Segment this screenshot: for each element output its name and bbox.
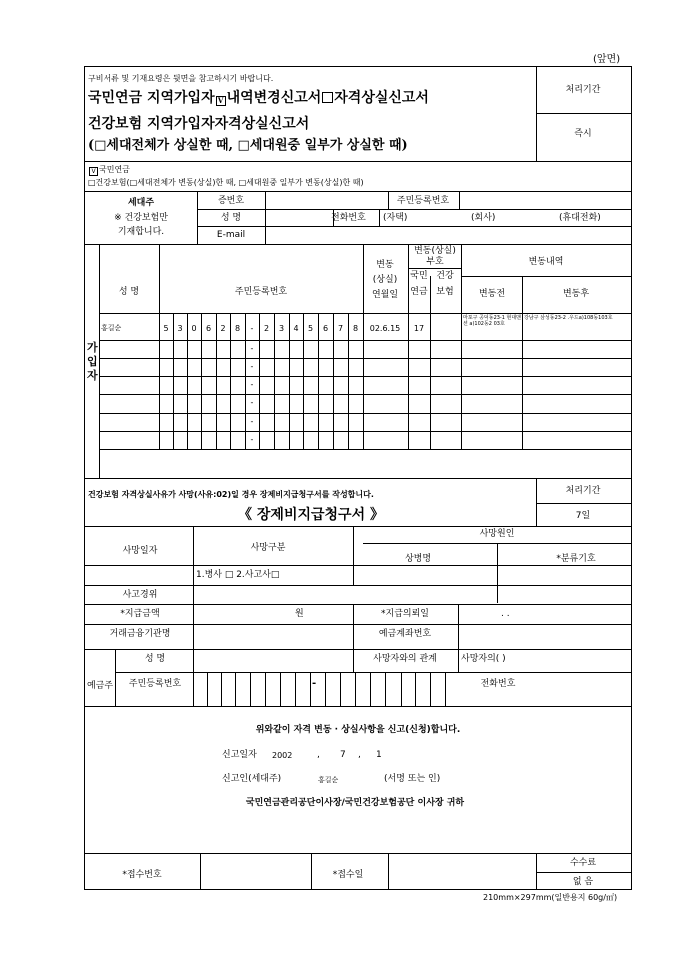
rrn-digit: 7 bbox=[337, 324, 344, 333]
household-note-2: 기재합니다. bbox=[117, 227, 165, 237]
rrn-cell-divider bbox=[265, 672, 266, 706]
phone-office: (회사) bbox=[471, 213, 496, 223]
paper-size-note: 210mm×297mm(일반용지 60g/㎡) bbox=[483, 893, 618, 902]
addressee: 국민연금관리공단이사장/국민건강보험공단 이사장 귀하 bbox=[245, 798, 465, 808]
subscriber-rrn-header: 주민등록번호 bbox=[234, 287, 288, 297]
account-label: 예금계좌번호 bbox=[378, 629, 432, 639]
rrn-cell-divider bbox=[430, 672, 431, 706]
phone-label: 전화번호 bbox=[331, 213, 366, 223]
disease-label: 상병명 bbox=[404, 554, 432, 564]
processing-period-value: 즉시 bbox=[574, 129, 592, 139]
rrn-digit: 2 bbox=[263, 324, 270, 333]
funeral-title: 《 장제비지급청구서 》 bbox=[238, 507, 384, 523]
report-date-label: 신고일자 bbox=[222, 750, 257, 760]
reporter-name: 홍길순 bbox=[318, 776, 339, 784]
rrn-cell-divider bbox=[280, 672, 281, 706]
pension-title bbox=[88, 90, 429, 107]
checkbox-variation[interactable]: V bbox=[216, 96, 226, 106]
receipt-date-label: *접수일 bbox=[332, 870, 364, 880]
subscriber-row-date: 02.6.15 bbox=[369, 324, 401, 333]
date-header-1: 변동 bbox=[376, 260, 394, 270]
code-pension-1: 국민 bbox=[410, 271, 428, 281]
rrn-digit: 0 bbox=[191, 324, 197, 333]
rrn-digit: 8 bbox=[234, 324, 241, 333]
rrn-digit: 5 bbox=[163, 324, 169, 333]
rrn-dash: - bbox=[250, 362, 254, 371]
household-note-1: ※ 건강보험만 bbox=[114, 213, 168, 223]
phone-home: (자택) bbox=[383, 213, 408, 223]
rrn-cell-divider bbox=[340, 672, 341, 706]
subscriber-row-name: 홍길순 bbox=[101, 324, 122, 332]
rrn-dash: - bbox=[250, 435, 254, 444]
code-header-2: 부호 bbox=[426, 257, 444, 267]
detail-header: 변동내역 bbox=[528, 257, 564, 267]
subscriber-name-header: 성 명 bbox=[118, 287, 140, 297]
funeral-processing-label: 처리기간 bbox=[565, 486, 601, 496]
date-header-2: (상실) bbox=[372, 275, 398, 285]
rrn-digit: 6 bbox=[205, 324, 212, 333]
code-pension-2: 연금 bbox=[410, 287, 428, 297]
rrn-digit: 5 bbox=[307, 324, 314, 333]
amount-unit: 원 bbox=[295, 609, 304, 619]
email-label: E-mail bbox=[216, 230, 246, 240]
death-type-label: 사망구분 bbox=[250, 543, 286, 553]
funeral-notice: 건강보험 자격상실사유가 사망(사유:02)일 경우 장제비지급청구서를 작성합니다. bbox=[88, 490, 374, 499]
report-year: 2002 bbox=[272, 751, 293, 760]
rrn-digit: 4 bbox=[293, 324, 299, 333]
after-header: 변동후 bbox=[562, 289, 590, 299]
rrn-cell-divider bbox=[193, 672, 194, 706]
report-month: 7 bbox=[340, 750, 346, 760]
cert-number-label: 증번호 bbox=[217, 196, 245, 206]
report-day: 1 bbox=[376, 750, 382, 760]
rrn-digit: 3 bbox=[278, 324, 285, 333]
holder-rrn-dash: - bbox=[312, 678, 317, 689]
code-header-1: 변동(상실) bbox=[414, 246, 456, 256]
declaration-statement: 위와같이 자격 변동 · 상실사항을 신고(신청)합니다. bbox=[255, 725, 461, 735]
report-sep-2: , bbox=[358, 750, 361, 760]
rrn-cell-divider bbox=[207, 672, 208, 706]
rrn-digit: 8 bbox=[352, 324, 359, 333]
before-header: 변동전 bbox=[478, 289, 506, 299]
rrn-digit: 6 bbox=[322, 324, 329, 333]
relation-value: 사망자의( ) bbox=[461, 654, 506, 664]
option-health: □건강보험(□세대전체가 변동(상실)한 때, □세대원중 일부가 변동(상실)한 때) bbox=[88, 178, 364, 187]
report-sep-1: , bbox=[317, 750, 320, 760]
code-health-2: 보험 bbox=[436, 287, 454, 297]
rrn-digit: 2 bbox=[220, 324, 226, 333]
rrn-dash: - bbox=[250, 417, 254, 426]
household-head-label: 세대주 bbox=[127, 198, 155, 208]
fee-label: 수수료 bbox=[569, 858, 597, 868]
rrn-digit: - bbox=[250, 324, 254, 333]
holder-rrn-label: 주민등록번호 bbox=[128, 679, 182, 689]
subscriber-row-after: 강남구 삼성동23-2 .우드a)108동103호 bbox=[524, 315, 613, 321]
rrn-digit: 3 bbox=[177, 324, 183, 333]
relation-label: 사망자와의 관계 bbox=[373, 654, 437, 664]
death-cause-label: 사망원인 bbox=[479, 529, 515, 539]
checkbox-pension[interactable]: V bbox=[89, 167, 98, 176]
rrn-cell-divider bbox=[355, 672, 356, 706]
rrn-dash: - bbox=[250, 380, 254, 389]
rrn-dash: - bbox=[250, 344, 254, 353]
subscriber-row-before: 마포구 공덕동23-1 현대맨션 a)102동2 03호 bbox=[463, 315, 521, 327]
health-options: (□세대전체가 상실한 때, □세대원중 일부가 상실한 때) bbox=[88, 138, 408, 153]
class-code-label: *분류기호 bbox=[556, 554, 596, 564]
rrn-dash: - bbox=[250, 398, 254, 407]
receipt-number-label: *접수번호 bbox=[122, 870, 162, 880]
fee-value: 없 음 bbox=[572, 877, 594, 887]
death-date-label: 사망일자 bbox=[122, 546, 158, 556]
rrn-cell-divider bbox=[385, 672, 386, 706]
request-date-label: *지급의뢰일 bbox=[381, 609, 429, 619]
rrn-cell-divider bbox=[325, 672, 326, 706]
request-date-value: . . bbox=[501, 609, 510, 619]
rrn-cell-divider bbox=[445, 672, 446, 706]
page-side-label: (앞면) bbox=[593, 54, 621, 65]
code-health-1: 건강 bbox=[436, 271, 454, 281]
rrn-cell-divider bbox=[235, 672, 236, 706]
subscriber-section-label: 가입자 bbox=[87, 341, 98, 382]
signature-label: (서명 또는 인) bbox=[384, 774, 441, 784]
funeral-processing-value: 7일 bbox=[575, 511, 591, 521]
reporter-label: 신고인(세대주) bbox=[222, 774, 282, 784]
bank-label: 거래금융기관명 bbox=[109, 629, 171, 639]
head-rrn-label: 주민등록번호 bbox=[396, 196, 450, 206]
holder-phone-label: 전화번호 bbox=[480, 679, 516, 689]
option-pension: V 국민연금 bbox=[88, 164, 130, 176]
date-header-3: 연월일 bbox=[371, 290, 399, 300]
pension-option-variation: 내역변경신고서 bbox=[226, 90, 322, 106]
rrn-cell-divider bbox=[221, 672, 222, 706]
pension-title-prefix: 국민연금 지역가입자 bbox=[88, 90, 215, 106]
rrn-cell-divider bbox=[295, 672, 296, 706]
phone-mobile: (휴대전화) bbox=[559, 213, 601, 223]
reference-note: 구비서류 및 기재요령은 뒷면을 참고하시기 바랍니다. bbox=[88, 74, 274, 83]
subscriber-row-pension-code: 17 bbox=[413, 324, 425, 333]
rrn-cell-divider bbox=[370, 672, 371, 706]
report-form bbox=[84, 66, 632, 890]
rrn-cell-divider bbox=[310, 672, 311, 706]
rrn-cell-divider bbox=[401, 672, 402, 706]
death-type-options: 1.병사 □ 2.사고사□ bbox=[196, 570, 280, 580]
health-title: 건강보험 지역가입자자격상실신고서 bbox=[88, 116, 310, 132]
holder-label: 예금주 bbox=[87, 681, 114, 691]
pension-option-loss: 자격상실신고서 bbox=[334, 90, 429, 106]
holder-name-label: 성 명 bbox=[144, 654, 166, 664]
rrn-cell-divider bbox=[415, 672, 416, 706]
amount-label: *지급금액 bbox=[120, 609, 160, 619]
checkbox-loss[interactable] bbox=[322, 92, 333, 103]
rrn-cell-divider bbox=[250, 672, 251, 706]
processing-period-label: 처리기간 bbox=[565, 85, 601, 95]
accident-label: 사고경위 bbox=[122, 590, 158, 600]
head-name-label: 성 명 bbox=[220, 213, 242, 223]
